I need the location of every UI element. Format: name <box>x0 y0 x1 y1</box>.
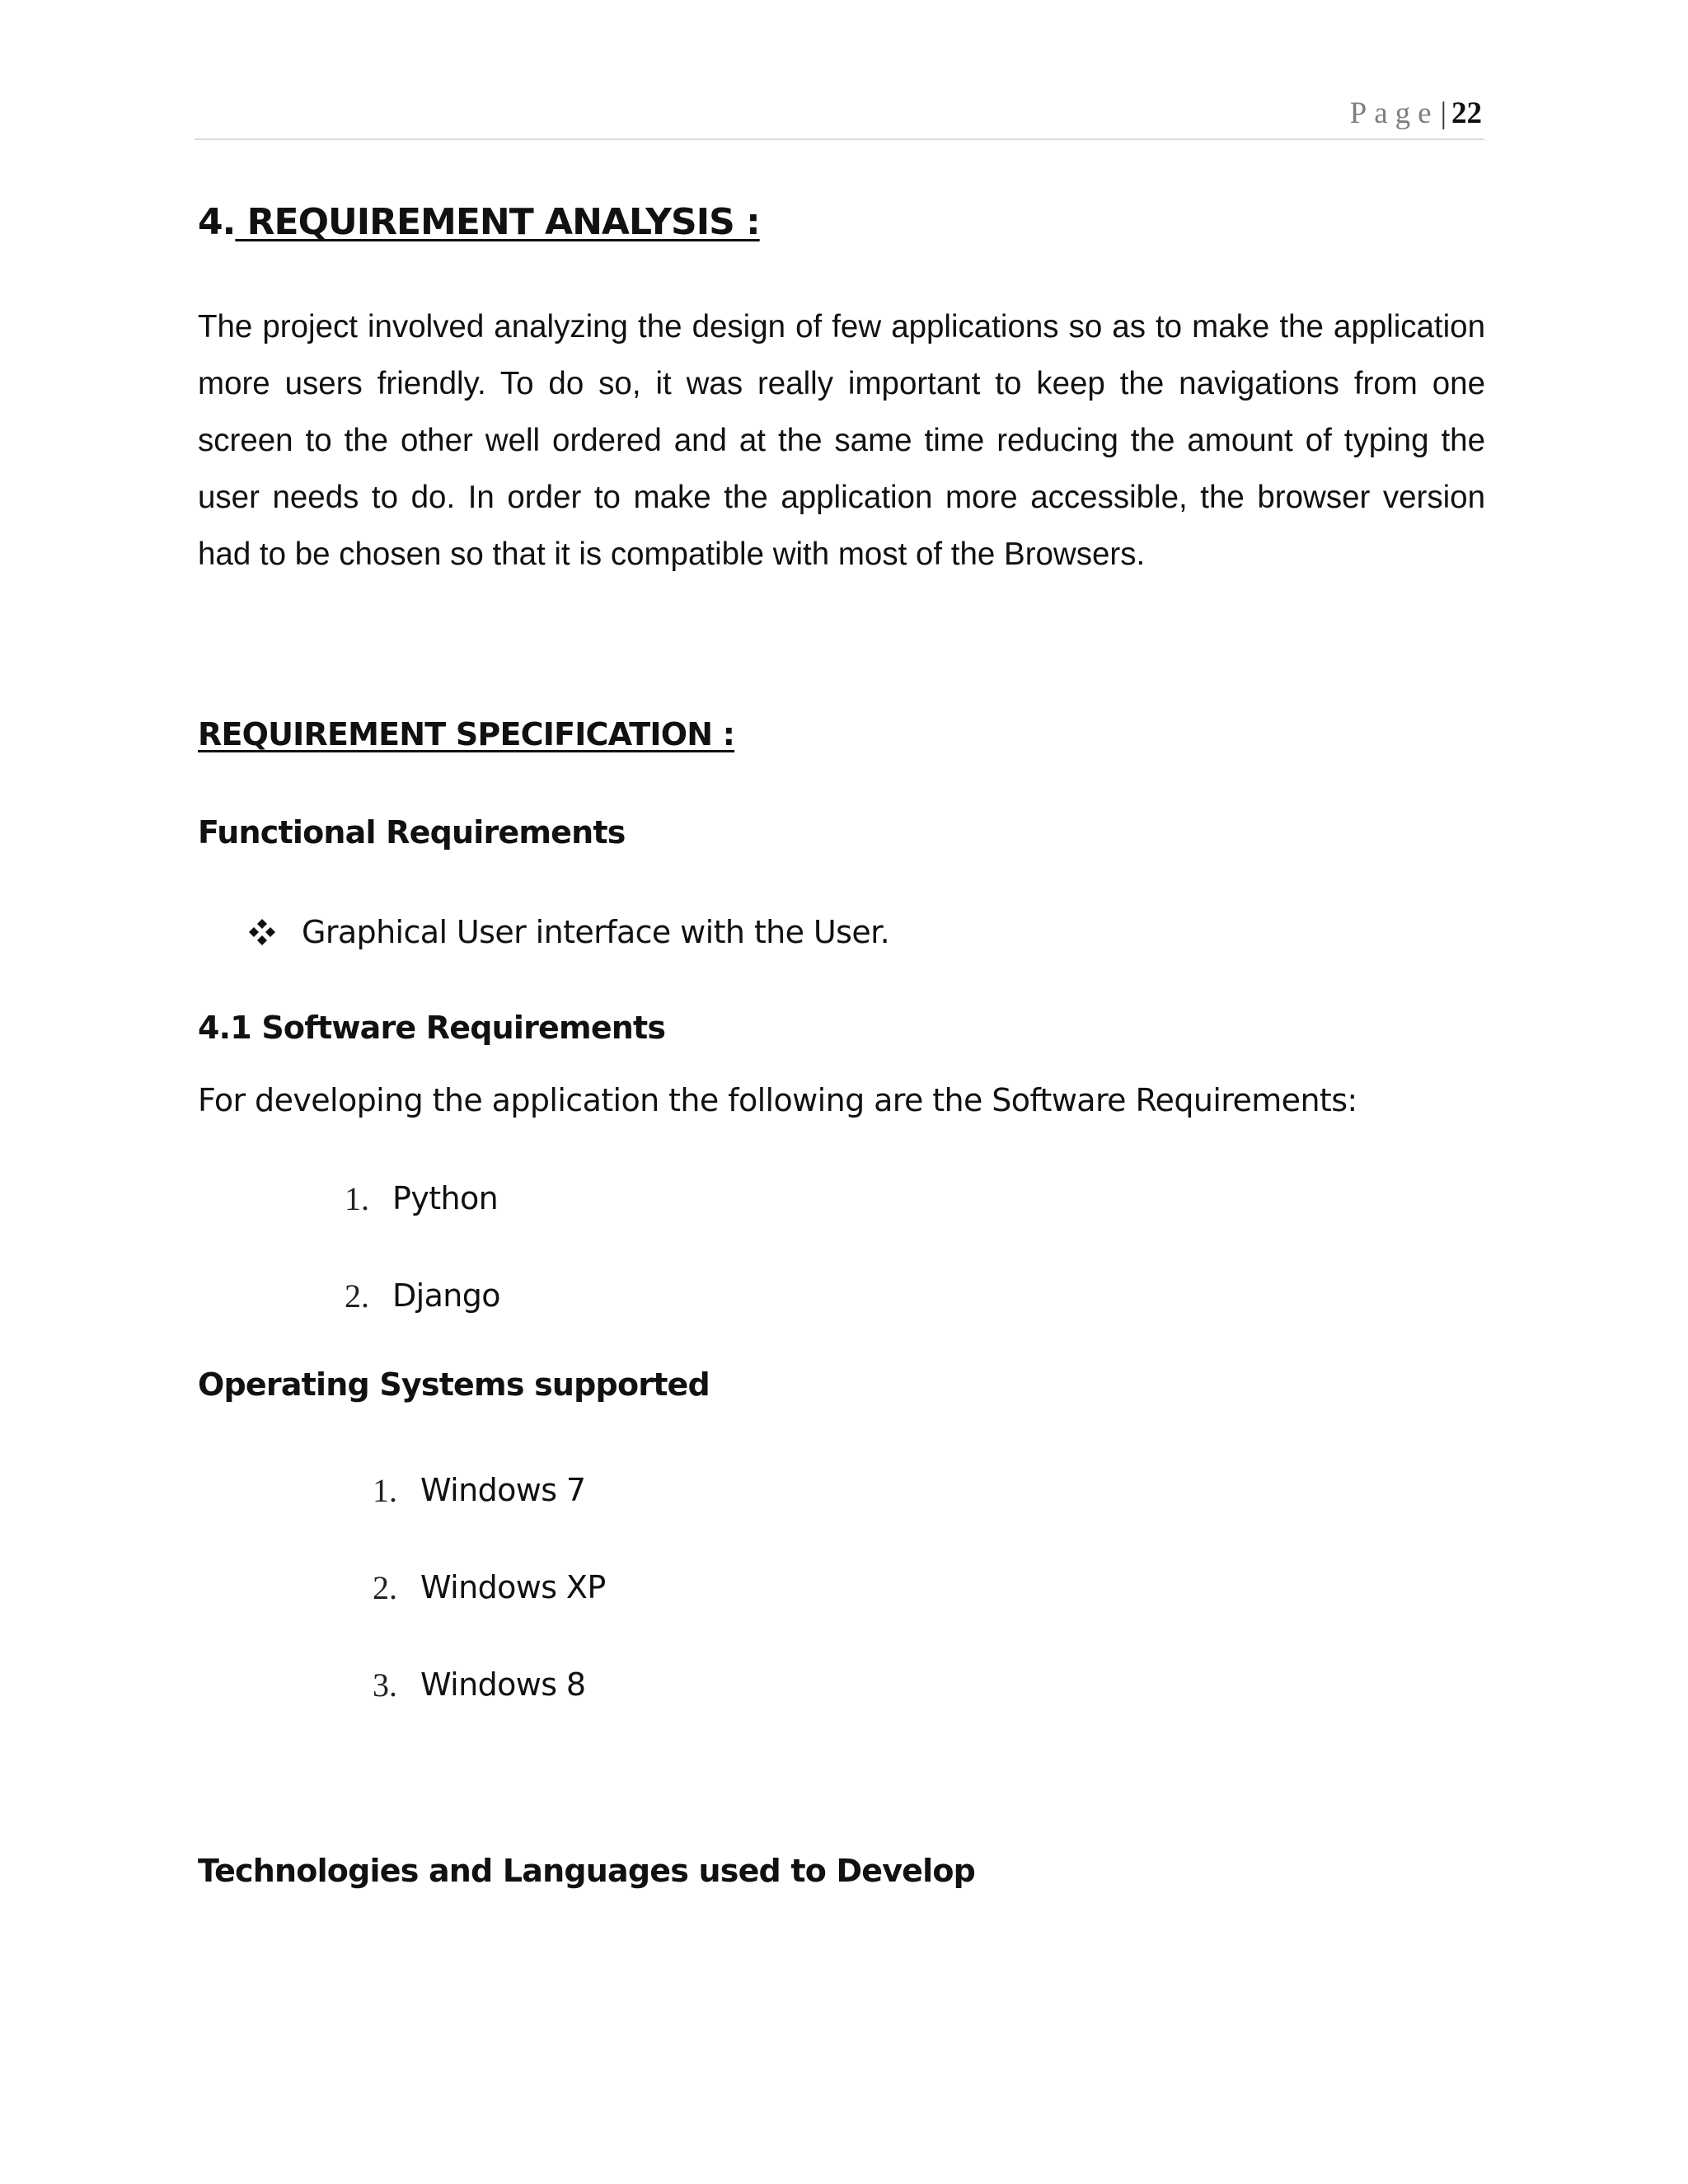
functional-requirement-label: Graphical User interface with the User. <box>302 914 890 950</box>
software-list-item <box>345 1176 498 1221</box>
page-number-label <box>1350 96 1482 132</box>
technologies-heading: Technologies and Languages used to Develop <box>198 1853 976 1889</box>
page-number: 22 <box>1451 96 1482 130</box>
list-marker: 1. <box>373 1471 397 1509</box>
functional-requirement-item <box>247 910 889 954</box>
list-marker: 3. <box>373 1666 397 1704</box>
list-item-label: Windows 7 <box>420 1472 586 1508</box>
section-number: 4. <box>198 201 236 243</box>
operating-systems-heading: Operating Systems supported <box>198 1366 710 1403</box>
software-requirements-intro: For developing the application the following are the Software Requirements: <box>198 1082 1357 1118</box>
list-marker: 1. <box>345 1179 369 1217</box>
list-marker: 2. <box>373 1568 397 1606</box>
page-separator: | <box>1440 96 1447 130</box>
software-list-item <box>345 1273 500 1318</box>
intro-paragraph: The project involved analyzing the design of few applications so as to make the application more users friendly. To do so, it was really important to keep the navigations from one screen to the other well ordered and at the same time reducing the amount of typing the user needs to do. In order to make the application more accessible, the browser version had to be chosen so that it is compatible with most of the Browsers. <box>198 309 1485 572</box>
list-marker: 2. <box>345 1277 369 1315</box>
spec-heading: REQUIREMENT SPECIFICATION : <box>198 716 735 752</box>
page-word: Page <box>1349 96 1439 130</box>
software-requirements-heading: 4.1 Software Requirements <box>198 1010 666 1046</box>
list-item-label: Python <box>392 1180 499 1216</box>
os-list-item <box>373 1468 585 1512</box>
list-item-label: Windows 8 <box>420 1666 586 1703</box>
list-item-label: Django <box>392 1277 500 1314</box>
page-header <box>195 92 1484 140</box>
diamond-bullet-icon <box>247 917 277 947</box>
os-list-item <box>373 1662 585 1707</box>
section-heading <box>198 198 760 247</box>
functional-requirements-heading: Functional Requirements <box>198 814 626 851</box>
os-list-item <box>373 1565 606 1610</box>
list-item-label: Windows XP <box>420 1569 606 1605</box>
section-title: REQUIREMENT ANALYSIS : <box>235 201 760 243</box>
